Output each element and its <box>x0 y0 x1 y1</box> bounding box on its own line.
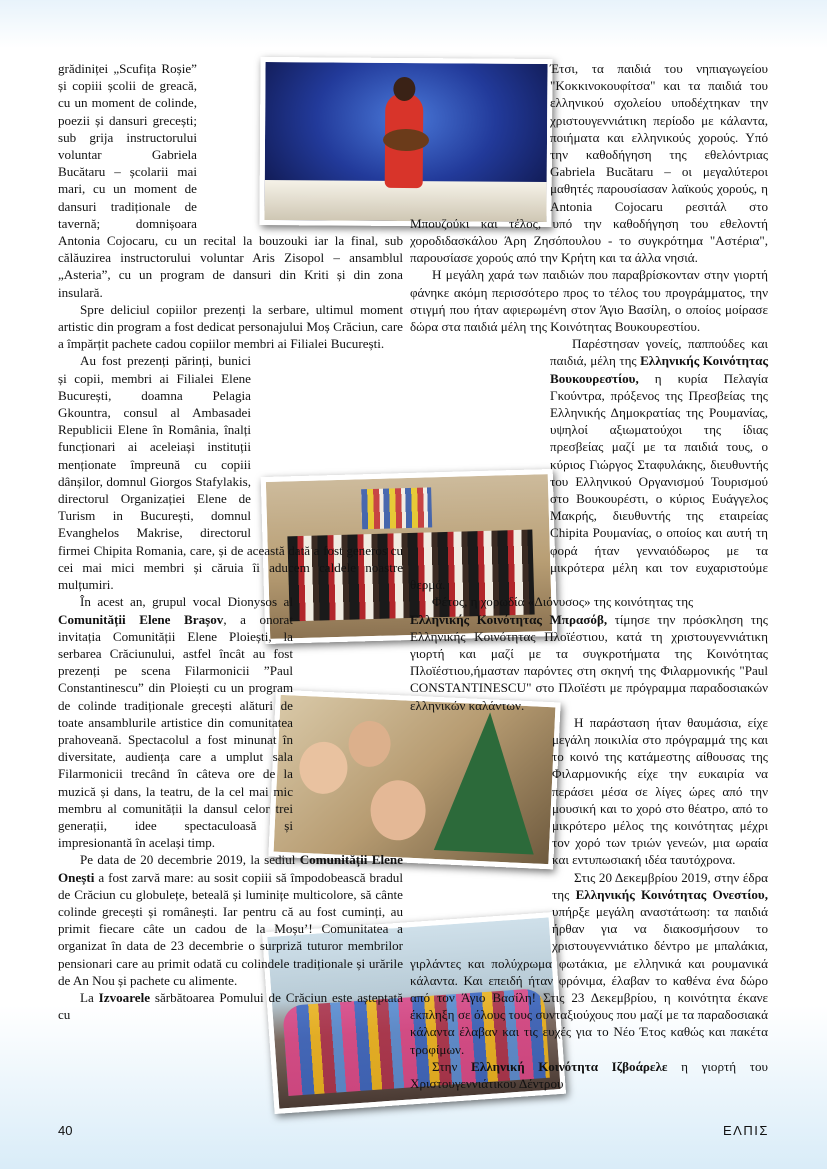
page-header-band <box>0 0 827 48</box>
ro-paragraph-2: Spre deliciul copiilor prezenți la serbare, ultimul moment artistic din program a fost dedicat personajului Moș Crăciun, care a împărțit pachete cadou copiilor membri ai Filialei București. <box>58 301 403 352</box>
gr-paragraph-4b: Ελληνικής Κοινότητας Μπρασόβ, τίμησε την πρόσκληση της Ελληνικής Κοινότητας Πλοϊέστιου, κατά τη χριστουγεννιάτικη γιορτή και μαζί με τα συγκροτήματα της Κοινότητας Πλοϊέστιου,ήμασταν παρόντες στη σκηνή της Φιλαρμονικής "Paul CONSTANTINESCU" στο Πλοϊέστι με πρόγραμμα παραδοσιακών ελληνικών καλάντων. <box>410 611 768 713</box>
gr-paragraph-1: Έτσι, τα παιδιά του νηπιαγωγείου "Κοκκινοκουφίτσα" και τα παιδιά του ελληνικού σχολείου υποδέχτηκαν την χριστουγεννιάτικη περίοδο με κάλαντα, ποιήματα και ελληνικούς χορούς. Υπό την καθοδήγηση της εθελόντριας Gabriela Bucătaru – οι μεγαλύτεροι μαθητές παρουσίασαν λαϊκούς χορούς, η Antonia Cojocaru ρεσιτάλ στο Μπουζούκι και τέλος, υπό την καθοδήγηση του εθελοντή χοροδιδασκάλου Άρη Ζησόπουλου - το συγκρότημα "Αστέρια", παρουσίασε χορούς από την Κρήτη και τα άλλα νησιά. <box>410 61 768 266</box>
gr-paragraph-4: Φέτος, η χορωδία «Διόνυσος» της κοινότητας της <box>432 594 694 610</box>
gr-paragraph-3: Παρέστησαν γονείς, παππούδες και παιδιά, μέλη της Ελληνικής Κοινότητας Βουκουρεστίου, η κυρία Πελαγία Γκούντρα, πρόξενος της Πρεσβείας της Ελληνικής Δημοκρατίας της Ρουμανίας, υψηλοί αξιωματούχοι της ίδιας πρεσβείας μαζί με τα παιδιά τους, ο κύριος Γιώργος Σταφυλάκης, διευθυντής του Ελληνικού Οργανισμού Τουρισμού στο Βουκουρέστι, ο κύριος Ευάγγελος Μακρής, διευθυντής της εταιρείας Chipita Ρουμανίας, ο οποίος και αυτή τη φορά ήταν γενναιόδωρος με τα μικρότερα μέλη και τον ευχαριστούμε θερμά. <box>410 336 768 593</box>
romanian-column <box>58 60 403 1023</box>
float-spacer <box>251 418 403 536</box>
gr-paragraph-2: Η μεγάλη χαρά των παιδιών που παραβρίσκονταν στην γιορτή φάνηκε ακόμη περισσότερο προς το τέλος του προγράμματος, την στιγμή που ήταν αφιερωμένη στον Άγιο Βασίλη, ο οποίος μοίρασε δώρα στα παιδιά μέλη της Κοινότητας Βουκουρεστίου. <box>410 267 768 335</box>
gr-paragraph-5: Η παράσταση ήταν θαυμάσια, είχε μεγάλη ποικιλία στο πρόγραμμά της και το κοινό της κατάμεστης αίθουσας της Φιλαρμονικής είχε την ευκαιρία να περάσει μέσα σε λίγες ώρες από την μουσική και το χορό στο θέατρο, από το μικρότερο μέλος της κοινότητας μέχρι τον χορό των τριών γενεών, μια ωραία και εντυπωσιακή ιδέα ταυτόχρονα. <box>410 714 768 869</box>
ro-paragraph-4: În acest an, grupul vocal Dionysos al Comunității Elene Brașov, a onorat invitația Comunității Elene Ploiești, la serbarea Crăciunului, astfel încât au fost prezenți pe scena Filarmonicii ”Paul Constantinescu” din Ploiești cu un program de colinde tradiționale grecești alături de toate ansamblurile artistice din comunitatea prahoveană. Spectacolul a fost minunat în diversitate, audiența care a umplut sala Filarmonicii trecând în câteva ore de la muzică și dans, la teatru, de la cel mai mic membru al comunității la dansul celor trei generații, idee spectaculoasă și impresionantă în același timp. <box>58 593 403 851</box>
greek-column <box>410 60 768 1092</box>
gr-paragraph-7: Στην Ελληνική Κοινότητα Ιζβοάρελε η γιορτή του Χριστουγεννιάτικου Δέντρου <box>410 1058 768 1091</box>
float-spacer <box>410 60 550 210</box>
ro-paragraph-3: Au fost prezenți părinți, bunici și copii, membri ai Filialei Elene București, doamna Pelagia Gkountra, consul al Ambasadei Republicii Elene în România, înalți funcționari ai aceleiași instituții menționate împreună cu copiii dânșilor, domnul Giorgos Stafylakis, directorul Organizației Elene de Turism in București, domnul Evanghelos Makrise, directorul firmei Chipita Romania, care, și de această dată a fost generos cu cei mai mici membri și căruia îi aducem caldele noastre mulțumiri. <box>58 353 403 593</box>
float-spacer <box>197 60 403 216</box>
float-spacer <box>410 391 550 566</box>
ro-paragraph-1: grădiniței „Scufița Roșie” și copiii școlii de greacă, cu un moment de colinde, poezii și dansuri grecești; sub grija instructorului voluntar Gabriela Bucătaru – școlarii mai mari, cu un moment de dansuri tradiționale de tavernă; domnișoara Antonia Cojocaru, cu un recital la bouzouki iar la final, sub călăuzirea instructorului voluntar Aris Zisopol – ansamblul „Asteria”, cu un program de dansuri din Kriti și din zona insulară. <box>58 61 403 300</box>
ro-paragraph-6: La Izvoarele sărbătoarea Pomului de Crăciun este așteptată cu <box>58 989 403 1023</box>
gr-paragraph-6: Στις 20 Δεκεμβρίου 2019, στην έδρα της Ελληνικής Κοινότητας Ονεστίου, υπήρξε μεγάλη αναστάτωση: τα παιδιά ήρθαν για να διακοσμήσουν το χριστουγεννιάτικο δέντρο με μπαλάκια, γιρλάντες και πολύχρωμα φωτάκια, με ελληνικά και ρουμανικά κάλαντα. Και επειδή ήταν φρόνιμα, έλαβαν το καθένα ένα δώρο από τον Άγιο Βασίλη! Στις 23 Δεκεμβρίου, η κοινότητα έκανε έκπληξη σε όλους τους συνταξιούχους που μαζί με τα παραδοσιακά κάλαντα έλαβαν και τις ευχές για το Νέο Έτος καθώς και πακέτα τροφίμων. <box>410 869 768 1057</box>
float-spacer <box>293 681 403 831</box>
float-spacer <box>410 732 552 952</box>
page-number: 40 <box>58 1123 73 1138</box>
magazine-name: ΕΛΠΙΣ <box>723 1123 769 1138</box>
ro-paragraph-5: Pe data de 20 decembrie 2019, la sediul Comunității Elene Onești a fost zarvă mare: au sosit copiii să împodobească bradul de Crăciun cu globulețe, beteală și luminițe multicolore, să cânte colinde grecești și românești. Iar pentru că au fost cuminți, au primit fiecare câte un cadou de la Moșu’! Comunitatea a organizat în data de 23 decembrie o surpriză tuturor membrilor pensionari care au primit odată cu colindele tradiționale și urările de An Nou și pachete cu alimente. <box>58 852 403 988</box>
